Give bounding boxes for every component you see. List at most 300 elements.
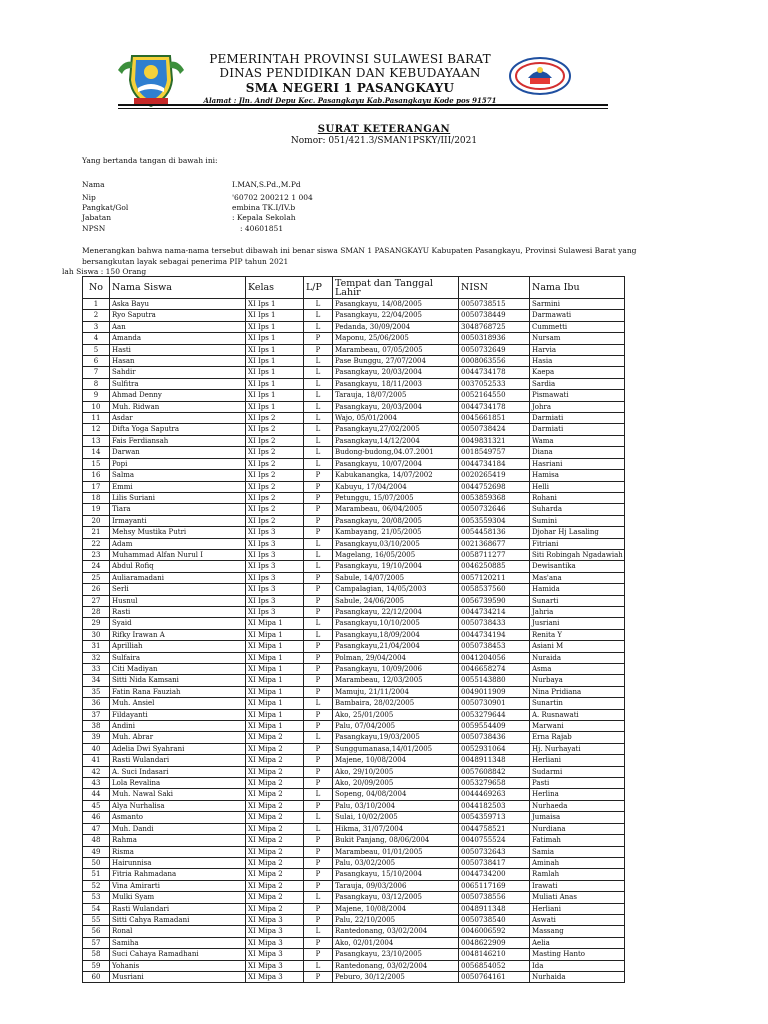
gender: P	[304, 880, 333, 891]
class: XI Ips 2	[246, 470, 304, 481]
student-name: Adelia Dwi Syahrani	[110, 743, 246, 754]
gender: P	[304, 675, 333, 686]
mother-name: Mas'ana	[530, 572, 625, 583]
row-number: 6	[83, 356, 110, 367]
row-number: 26	[83, 584, 110, 595]
student-name: Aan	[110, 321, 246, 332]
birth-place-date: Rantedonang, 03/02/2004	[333, 926, 459, 937]
mother-name: Sumini	[530, 515, 625, 526]
header-address: Alamat : Jln. Andi Depu Kec. Pasangkayu Kab.Pasangkayu Kode pos 91571	[203, 96, 497, 105]
row-number: 39	[83, 732, 110, 743]
row-number: 23	[83, 549, 110, 560]
gender: P	[304, 971, 333, 982]
birth-place-date: Pasangkayu,27/02/2005	[333, 424, 459, 435]
table-row	[83, 971, 625, 982]
mother-name: Hasriani	[530, 458, 625, 469]
gender: L	[304, 447, 333, 458]
birth-place-date: Pasangkayu, 22/12/2004	[333, 606, 459, 617]
signer-value: I.MAN,S.Pd.,M.Pd	[232, 180, 301, 189]
nisn: 0044182503	[459, 800, 530, 811]
nisn: 0046658274	[459, 664, 530, 675]
student-name: Lola Revalina	[110, 778, 246, 789]
student-name: Tiara	[110, 504, 246, 515]
student-name: Muhammad Alfan Nurul I	[110, 549, 246, 560]
mother-name: Diana	[530, 447, 625, 458]
row-number: 14	[83, 447, 110, 458]
birth-place-date: Pasangkayu,03/10/2005	[333, 538, 459, 549]
nisn: 0050738540	[459, 914, 530, 925]
birth-place-date: Pasangkayu, 14/08/2005	[333, 299, 459, 310]
birth-place-date: Campalagian, 14/05/2003	[333, 584, 459, 595]
class: XI Ips 1	[246, 344, 304, 355]
gender: L	[304, 378, 333, 389]
student-name: Muh. Ansiel	[110, 698, 246, 709]
class: XI Ips 1	[246, 310, 304, 321]
table-row	[83, 629, 625, 640]
header-school-name: SMA NEGERI 1 PASANGKAYU	[245, 81, 455, 95]
table-row	[83, 504, 625, 515]
student-name: Rasti	[110, 606, 246, 617]
signer-value: '60702 200212 1 004	[232, 193, 313, 202]
table-row	[83, 857, 625, 868]
class: XI Mipa 2	[246, 743, 304, 754]
class: XI Ips 1	[246, 390, 304, 401]
mother-name: Ida	[530, 960, 625, 971]
nisn: 0052931064	[459, 743, 530, 754]
row-number: 25	[83, 572, 110, 583]
birth-place-date: Marambeau, 12/03/2005	[333, 675, 459, 686]
mother-name: Helli	[530, 481, 625, 492]
student-name: Ronal	[110, 926, 246, 937]
row-number: 17	[83, 481, 110, 492]
birth-place-date: Pasangkayu, 20/08/2005	[333, 515, 459, 526]
row-number: 33	[83, 664, 110, 675]
table-row	[83, 709, 625, 720]
gender: L	[304, 424, 333, 435]
row-number: 34	[83, 675, 110, 686]
column-header: Nama Ibu	[530, 277, 625, 299]
student-name: Rahma	[110, 835, 246, 846]
mother-name: Sunartin	[530, 698, 625, 709]
gender: P	[304, 504, 333, 515]
gender: P	[304, 903, 333, 914]
birth-place-date: Petunggu, 15/07/2005	[333, 492, 459, 503]
birth-place-date: Majene, 10/08/2004	[333, 903, 459, 914]
student-name: Yohanis	[110, 960, 246, 971]
birth-place-date: Polman, 29/04/2004	[333, 652, 459, 663]
column-header: No	[83, 277, 110, 299]
mother-name: Samia	[530, 846, 625, 857]
mother-name: Nursam	[530, 333, 625, 344]
header-department: DINAS PENDIDIKAN DAN KEBUDAYAAN	[219, 66, 481, 80]
birth-place-date: Marambeau, 06/04/2005	[333, 504, 459, 515]
class: XI Ips 3	[246, 606, 304, 617]
table-row	[83, 549, 625, 560]
student-name: Rasti Wulandari	[110, 755, 246, 766]
birth-place-date: Pasangkayu, 10/09/2006	[333, 664, 459, 675]
student-name: Alya Nurhalisa	[110, 800, 246, 811]
student-name: Vina Amirarti	[110, 880, 246, 891]
table-row	[83, 515, 625, 526]
row-number: 28	[83, 606, 110, 617]
gender: L	[304, 732, 333, 743]
class: XI Mipa 2	[246, 880, 304, 891]
nisn: 0050738417	[459, 857, 530, 868]
row-number: 46	[83, 812, 110, 823]
mother-name: Sunarti	[530, 595, 625, 606]
gender: P	[304, 492, 333, 503]
class: XI Mipa 3	[246, 937, 304, 948]
student-name: Asmanto	[110, 812, 246, 823]
class: XI Ips 2	[246, 504, 304, 515]
birth-place-date: Palu, 03/02/2005	[333, 857, 459, 868]
mother-name: Muliati Anas	[530, 892, 625, 903]
class: XI Mipa 3	[246, 914, 304, 925]
nisn: 0050738436	[459, 732, 530, 743]
nisn: 0050732649	[459, 344, 530, 355]
gender: L	[304, 549, 333, 560]
table-row	[83, 903, 625, 914]
student-name: Auliaramadani	[110, 572, 246, 583]
student-name: Serli	[110, 584, 246, 595]
class: XI Mipa 2	[246, 892, 304, 903]
class: XI Ips 3	[246, 595, 304, 606]
header-divider-thin	[118, 108, 608, 109]
birth-place-date: Pedanda, 30/09/2004	[333, 321, 459, 332]
student-name: Hasti	[110, 344, 246, 355]
signer-label: Nip	[82, 193, 96, 202]
class: XI Mipa 1	[246, 664, 304, 675]
birth-place-date: Bambaira, 28/02/2005	[333, 698, 459, 709]
gender: P	[304, 515, 333, 526]
row-number: 37	[83, 709, 110, 720]
student-name: Samiha	[110, 937, 246, 948]
gender: L	[304, 435, 333, 446]
row-number: 5	[83, 344, 110, 355]
row-number: 27	[83, 595, 110, 606]
row-number: 29	[83, 618, 110, 629]
mother-name: Darmawati	[530, 310, 625, 321]
table-row	[83, 789, 625, 800]
birth-place-date: Palu, 22/10/2005	[333, 914, 459, 925]
nisn: 0053559304	[459, 515, 530, 526]
class: XI Mipa 3	[246, 960, 304, 971]
class: XI Ips 3	[246, 549, 304, 560]
nisn: 0053859368	[459, 492, 530, 503]
student-name: Salma	[110, 470, 246, 481]
mother-name: Nurhaida	[530, 971, 625, 982]
row-number: 18	[83, 492, 110, 503]
table-row	[83, 458, 625, 469]
table-row	[83, 356, 625, 367]
table-row	[83, 926, 625, 937]
row-number: 21	[83, 527, 110, 538]
document-number: Nomor: 051/421.3/SMAN1PSKY/III/2021	[290, 136, 478, 146]
table-row	[83, 595, 625, 606]
birth-place-date: Sulai, 10/02/2005	[333, 812, 459, 823]
row-number: 8	[83, 378, 110, 389]
student-name: Syaid	[110, 618, 246, 629]
birth-place-date: Marambeau, 01/01/2005	[333, 846, 459, 857]
gender: L	[304, 321, 333, 332]
row-number: 42	[83, 766, 110, 777]
mother-name: Djohar Hj Lasaling	[530, 527, 625, 538]
student-name: Adam	[110, 538, 246, 549]
row-number: 9	[83, 390, 110, 401]
birth-place-date: Pasangkayu,21/04/2004	[333, 641, 459, 652]
document-title: SURAT KETERANGAN	[317, 124, 451, 135]
gender: P	[304, 755, 333, 766]
row-number: 44	[83, 789, 110, 800]
gender: P	[304, 835, 333, 846]
mother-name: Nurbaya	[530, 675, 625, 686]
gender: P	[304, 481, 333, 492]
nisn: 0050764161	[459, 971, 530, 982]
gender: P	[304, 572, 333, 583]
birth-place-date: Marambeau, 07/05/2005	[333, 344, 459, 355]
mother-name: A. Rusnawati	[530, 709, 625, 720]
table-row	[83, 732, 625, 743]
class: XI Ips 1	[246, 321, 304, 332]
signer-label: NPSN	[82, 224, 106, 233]
table-row	[83, 584, 625, 595]
gender: P	[304, 949, 333, 960]
student-name: Muh. Ridwan	[110, 401, 246, 412]
mother-name: Sudarmi	[530, 766, 625, 777]
student-name: Risma	[110, 846, 246, 857]
gender: P	[304, 721, 333, 732]
birth-place-date: Pasangkayu, 23/10/2005	[333, 949, 459, 960]
birth-place-date: Pasangkayu, 10/07/2004	[333, 458, 459, 469]
nisn: 0056739590	[459, 595, 530, 606]
table-row	[83, 664, 625, 675]
table-row	[83, 413, 625, 424]
student-name: Asdar	[110, 413, 246, 424]
mother-name: Masting Hanto	[530, 949, 625, 960]
mother-name: Fitriani	[530, 538, 625, 549]
row-number: 59	[83, 960, 110, 971]
table-row	[83, 321, 625, 332]
nisn: 0053279658	[459, 778, 530, 789]
class: XI Ips 3	[246, 527, 304, 538]
nisn: 0020265419	[459, 470, 530, 481]
row-number: 57	[83, 937, 110, 948]
mother-name: Nina Pridiana	[530, 686, 625, 697]
row-number: 16	[83, 470, 110, 481]
class: XI Mipa 2	[246, 857, 304, 868]
row-number: 40	[83, 743, 110, 754]
table-row	[83, 835, 625, 846]
birth-place-date: Magelang, 16/05/2005	[333, 549, 459, 560]
nisn: 0021368677	[459, 538, 530, 549]
birth-place-date: Kabuyu, 17/04/2004	[333, 481, 459, 492]
mother-name: Nurhaeda	[530, 800, 625, 811]
table-row	[83, 914, 625, 925]
table-row	[83, 960, 625, 971]
table-row	[83, 470, 625, 481]
column-header: L/P	[304, 277, 333, 299]
nisn: 0049831321	[459, 435, 530, 446]
class: XI Mipa 1	[246, 652, 304, 663]
student-name: Hasan	[110, 356, 246, 367]
class: XI Ips 2	[246, 447, 304, 458]
mother-name: Hamida	[530, 584, 625, 595]
row-number: 55	[83, 914, 110, 925]
birth-place-date: Ako, 02/01/2004	[333, 937, 459, 948]
class: XI Mipa 1	[246, 698, 304, 709]
birth-place-date: Pasangkayu,18/09/2004	[333, 629, 459, 640]
row-number: 4	[83, 333, 110, 344]
table-row	[83, 686, 625, 697]
class: XI Mipa 2	[246, 778, 304, 789]
nisn: 0058537560	[459, 584, 530, 595]
row-number: 3	[83, 321, 110, 332]
gender: L	[304, 458, 333, 469]
mother-name: Harvia	[530, 344, 625, 355]
table-row	[83, 390, 625, 401]
nisn: 0044758521	[459, 823, 530, 834]
birth-place-date: Pase Bunggu, 27/07/2004	[333, 356, 459, 367]
row-number: 13	[83, 435, 110, 446]
mother-name: Fatimah	[530, 835, 625, 846]
table-row	[83, 538, 625, 549]
nisn: 0041204056	[459, 652, 530, 663]
gender: L	[304, 561, 333, 572]
student-name: Aprilliah	[110, 641, 246, 652]
mother-name: Pismawati	[530, 390, 625, 401]
birth-place-date: Pasangkayu, 22/04/2005	[333, 310, 459, 321]
gender: L	[304, 698, 333, 709]
birth-place-date: Sopeng, 04/08/2004	[333, 789, 459, 800]
table-row	[83, 435, 625, 446]
intro-text: Yang bertanda tangan di bawah ini:	[82, 156, 218, 165]
row-number: 10	[83, 401, 110, 412]
gender: P	[304, 766, 333, 777]
mother-name: Pasti	[530, 778, 625, 789]
class: XI Mipa 3	[246, 971, 304, 982]
student-name: Fatin Rana Fauziah	[110, 686, 246, 697]
gender: L	[304, 310, 333, 321]
gender: L	[304, 367, 333, 378]
nisn: 0048146210	[459, 949, 530, 960]
row-number: 20	[83, 515, 110, 526]
header-government: PEMERINTAH PROVINSI SULAWESI BARAT	[209, 52, 491, 66]
row-number: 19	[83, 504, 110, 515]
nisn: 0040755524	[459, 835, 530, 846]
class: XI Mipa 2	[246, 800, 304, 811]
table-row	[83, 527, 625, 538]
class: XI Ips 1	[246, 356, 304, 367]
nisn: 0050738449	[459, 310, 530, 321]
gender: L	[304, 892, 333, 903]
table-row	[83, 675, 625, 686]
mother-name: Nurdiana	[530, 823, 625, 834]
table-row	[83, 880, 625, 891]
class: XI Mipa 2	[246, 812, 304, 823]
birth-place-date: Tarauja, 09/03/2006	[333, 880, 459, 891]
nisn: 3048768725	[459, 321, 530, 332]
class: XI Mipa 1	[246, 618, 304, 629]
mother-name: Asma	[530, 664, 625, 675]
mother-name: Suharda	[530, 504, 625, 515]
student-name: Andini	[110, 721, 246, 732]
mother-name: Sardia	[530, 378, 625, 389]
row-number: 24	[83, 561, 110, 572]
gender: P	[304, 470, 333, 481]
class: XI Mipa 2	[246, 789, 304, 800]
student-name: Suci Cahaya Ramadhani	[110, 949, 246, 960]
nisn: 0049011909	[459, 686, 530, 697]
nisn: 0050738433	[459, 618, 530, 629]
gender: P	[304, 664, 333, 675]
row-number: 56	[83, 926, 110, 937]
mother-name: Kaepa	[530, 367, 625, 378]
student-name: Ahmad Denny	[110, 390, 246, 401]
nisn: 0044734194	[459, 629, 530, 640]
nisn: 0044734178	[459, 401, 530, 412]
gender: P	[304, 595, 333, 606]
column-header: NISN	[459, 277, 530, 299]
gender: L	[304, 401, 333, 412]
class: XI Ips 3	[246, 538, 304, 549]
birth-place-date: Pasangkayu,14/12/2004	[333, 435, 459, 446]
class: XI Mipa 2	[246, 869, 304, 880]
mother-name: Hasia	[530, 356, 625, 367]
birth-place-date: Sunggumanasa,14/01/2005	[333, 743, 459, 754]
provincial-emblem-logo	[114, 50, 188, 108]
gender: L	[304, 618, 333, 629]
birth-place-date: Mamuju, 21/11/2004	[333, 686, 459, 697]
nisn: 0054359713	[459, 812, 530, 823]
table-row	[83, 812, 625, 823]
class: XI Ips 1	[246, 333, 304, 344]
table-row	[83, 492, 625, 503]
birth-place-date: Sabule, 24/06/2005	[333, 595, 459, 606]
nisn: 0046006592	[459, 926, 530, 937]
table-header-row	[83, 277, 625, 299]
gender: L	[304, 356, 333, 367]
table-row	[83, 698, 625, 709]
class: XI Ips 2	[246, 481, 304, 492]
table-row	[83, 561, 625, 572]
student-name: Fitria Rahmadana	[110, 869, 246, 880]
mother-name: Renita Y	[530, 629, 625, 640]
student-name: Muh. Abrar	[110, 732, 246, 743]
column-header: Tempat dan Tanggal Lahir	[333, 277, 459, 299]
birth-place-date: Rantedonang, 03/02/2004	[333, 960, 459, 971]
mother-name: Aelia	[530, 937, 625, 948]
table-row	[83, 572, 625, 583]
table-row	[83, 800, 625, 811]
student-name: Ryo Saputra	[110, 310, 246, 321]
class: XI Mipa 2	[246, 732, 304, 743]
row-number: 38	[83, 721, 110, 732]
birth-place-date: Pasangkayu, 19/10/2004	[333, 561, 459, 572]
table-row	[83, 401, 625, 412]
table-row	[83, 846, 625, 857]
nisn: 0037052533	[459, 378, 530, 389]
birth-place-date: Wajo, 05/01/2004	[333, 413, 459, 424]
class: XI Ips 2	[246, 492, 304, 503]
gender: P	[304, 333, 333, 344]
nisn: 0018549757	[459, 447, 530, 458]
nisn: 0044734184	[459, 458, 530, 469]
mother-name: Aswati	[530, 914, 625, 925]
nisn: 0050738424	[459, 424, 530, 435]
student-name: Hairunnisa	[110, 857, 246, 868]
mother-name: Dewisantika	[530, 561, 625, 572]
class: XI Ips 1	[246, 299, 304, 310]
